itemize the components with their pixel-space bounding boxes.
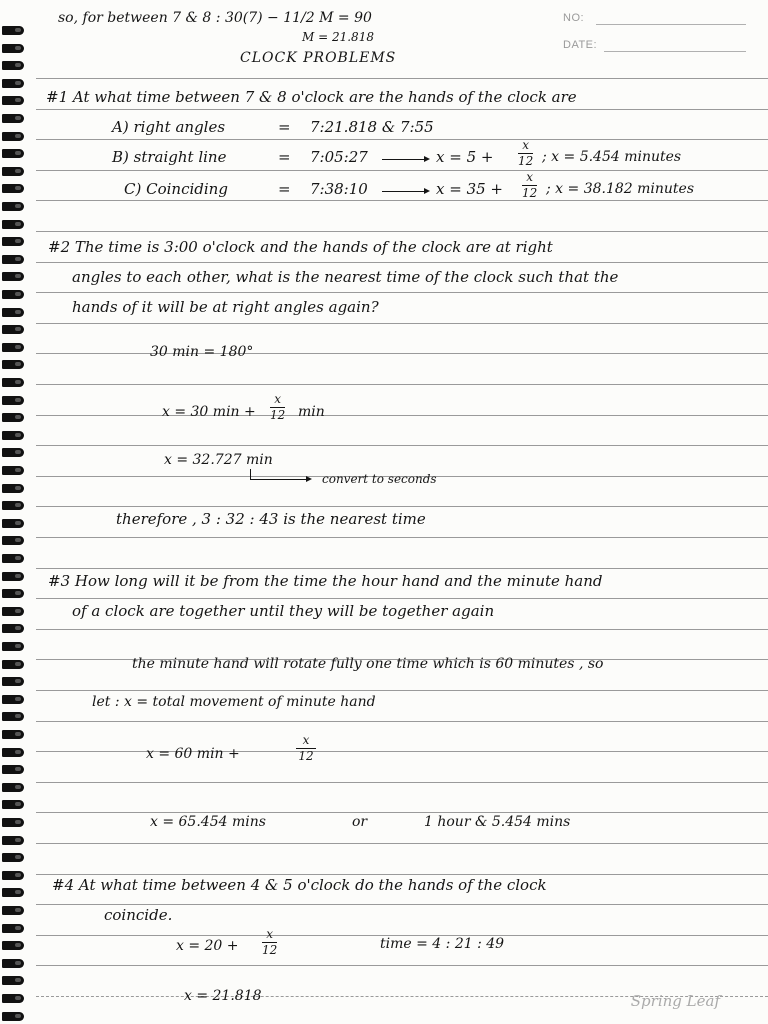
p3-work-3: x = 60 min + [146,746,240,762]
p3-question-line2: of a clock are together until they will be together again [72,602,495,620]
p4-work-2: x = 21.818 [184,988,262,1004]
ruled-line [36,323,768,324]
p1-a-eq: = [278,118,291,136]
ruled-line [36,384,768,385]
spiral-ring [2,836,24,845]
p1-b-x: x = 5 + [436,148,494,166]
spiral-ring [2,272,24,281]
ruled-line [36,843,768,844]
spiral-ring [2,589,24,598]
spiral-ring [2,26,24,35]
p2-work-2-unit: min [298,404,325,420]
spiral-ring [2,343,24,352]
p1-c-x: x = 35 + [436,180,503,198]
spiral-ring [2,994,24,1003]
spiral-ring [2,818,24,827]
spiral-ring [2,853,24,862]
spiral-binding [0,0,30,1024]
spiral-ring [2,607,24,616]
spiral-ring [2,624,24,633]
spiral-ring [2,149,24,158]
spiral-ring [2,132,24,141]
ruled-line [36,292,768,293]
spiral-ring [2,255,24,264]
spiral-ring [2,167,24,176]
no-label: NO: [563,12,585,24]
ruled-line [36,78,768,79]
p1-c-answer: 7:38:10 [310,180,368,198]
p4-w1-frac-den: 12 [262,943,278,957]
page-title: CLOCK PROBLEMS [240,50,397,66]
p2-w2-frac-den: 12 [270,408,286,422]
ruled-line [36,231,768,232]
p2-work-2: x = 30 min + [162,404,256,420]
p2-work-3: x = 32.727 min [164,452,273,468]
p1-c-frac-num: x [526,170,534,184]
spiral-ring [2,959,24,968]
p2-question-line3: hands of it will be at right angles again? [72,298,379,316]
p1-a-label: A) right angles [112,118,226,136]
spiral-ring [2,677,24,686]
p3-work-2: let : x = total movement of minute hand [92,694,376,710]
spiral-ring [2,712,24,721]
spiral-ring [2,290,24,299]
spiral-ring [2,765,24,774]
p1-a-answer: 7:21.818 & 7:55 [310,118,434,136]
ruled-line [36,629,768,630]
p3-work-1: the minute hand will rotate fully one time which is 60 minutes , so [132,656,604,672]
spiral-ring [2,1012,24,1021]
ruled-line [36,568,768,569]
p1-b-result: ; x = 5.454 minutes [542,149,682,165]
spiral-ring [2,396,24,405]
p3-w3-frac-num: x [302,733,310,747]
p1-b-frac-den: 12 [518,154,534,168]
spiral-ring [2,466,24,475]
spiral-ring [2,360,24,369]
spiral-ring [2,800,24,809]
spiral-ring [2,220,24,229]
spiral-ring [2,448,24,457]
ruled-line [36,415,768,416]
p2-conclusion: therefore , 3 : 32 : 43 is the nearest time [116,510,426,528]
top-note-line2: M = 21.818 [302,30,374,44]
p3-work-4-right: 1 hour & 5.454 mins [424,814,571,830]
p1-b-fraction [518,139,533,168]
ruled-line [36,262,768,263]
p4-work-1: x = 20 + [176,938,239,954]
ruled-line [36,353,768,354]
spiral-ring [2,308,24,317]
spiral-ring [2,730,24,739]
no-line [596,24,746,25]
ruled-line [36,537,768,538]
p1-question: #1 At what time between 7 & 8 o'clock are the hands of the clock are [46,88,577,106]
spiral-ring [2,237,24,246]
p1-c-label: C) Coinciding [124,180,228,198]
spiral-ring [2,431,24,440]
p1-b-eq: = [278,148,291,166]
spiral-ring [2,536,24,545]
ruled-line [36,445,768,446]
spiral-ring [2,660,24,669]
spiral-ring [2,325,24,334]
ruled-line [36,200,768,201]
p3-work-3-fraction [296,734,316,763]
spiral-ring [2,114,24,123]
spiral-ring [2,572,24,581]
spiral-ring [2,44,24,53]
ruled-line [36,965,768,966]
spiral-ring [2,941,24,950]
ruled-line [36,690,768,691]
spiral-ring [2,924,24,933]
spiral-ring [2,519,24,528]
spiral-ring [2,906,24,915]
ruled-line [36,874,768,875]
spiral-ring [2,61,24,70]
ruled-line [36,812,768,813]
p4-time: time = 4 : 21 : 49 [380,936,505,952]
p4-work-1-fraction [262,928,277,957]
spiral-ring [2,554,24,563]
spiral-ring [2,202,24,211]
p2-convert-note: convert to seconds [322,472,437,486]
p2-w2-frac-num: x [274,392,282,406]
p1-b-arrow-icon [382,159,428,160]
ruled-line [36,598,768,599]
ruled-line [36,782,768,783]
p1-c-frac-den: 12 [522,186,538,200]
p1-c-result: ; x = 38.182 minutes [546,181,695,197]
p2-convert-arrow-icon [250,479,310,480]
spiral-ring [2,184,24,193]
ruled-line [36,170,768,171]
p2-work-2-fraction [270,393,285,422]
p1-b-frac-num: x [522,138,530,152]
p4-w1-frac-num: x [266,927,274,941]
ruled-line [36,506,768,507]
spiral-ring [2,748,24,757]
spiral-ring [2,484,24,493]
spiral-ring [2,888,24,897]
spiral-ring [2,96,24,105]
p3-work-4-or: or [352,814,368,830]
spiral-ring [2,695,24,704]
p2-question-line2: angles to each other, what is the nearest time of the clock such that the [72,268,619,286]
brand-logo: Spring Leaf [630,992,720,1010]
p4-question-line2: coincide. [104,906,173,924]
date-line [604,51,746,52]
ruled-line [36,721,768,722]
ruled-line [36,139,768,140]
date-label: DATE: [563,39,598,51]
p1-c-eq: = [278,180,291,198]
p2-question-line1: #2 The time is 3:00 o'clock and the hands of the clock are at right [48,238,553,256]
p3-work-4-left: x = 65.454 mins [150,814,266,830]
spiral-ring [2,79,24,88]
p2-work-1: 30 min = 180° [150,344,254,360]
spiral-ring [2,413,24,422]
p1-c-fraction [522,171,537,200]
spiral-ring [2,783,24,792]
ruled-line [36,109,768,110]
top-note-line1: so, for between 7 & 8 : 30(7) − 11/2 M = 90 [58,10,372,26]
p1-c-arrow-icon [382,191,428,192]
spiral-ring [2,976,24,985]
spiral-ring [2,871,24,880]
p1-b-label: B) straight line [112,148,227,166]
spiral-ring [2,501,24,510]
p4-question-line1: #4 At what time between 4 & 5 o'clock do the hands of the clock [52,876,547,894]
p3-w3-frac-den: 12 [298,749,314,763]
spiral-ring [2,378,24,387]
spiral-ring [2,642,24,651]
p1-b-answer: 7:05:27 [310,148,368,166]
p3-question-line1: #3 How long will it be from the time the hour hand and the minute hand [48,572,603,590]
p2-convert-hook [250,469,251,479]
